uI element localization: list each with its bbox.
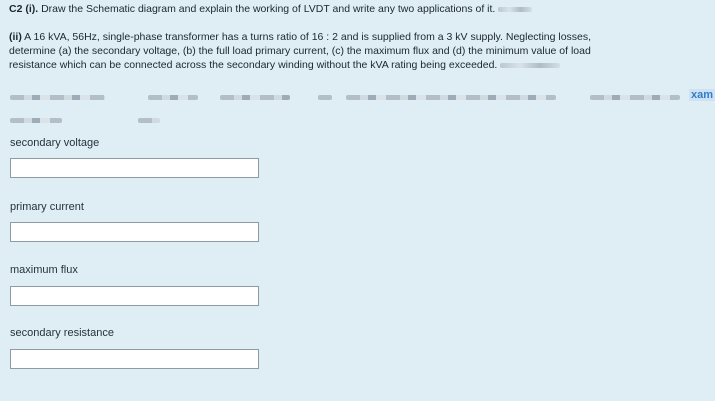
primary-current-input[interactable]	[10, 222, 259, 242]
question-part-i-label: C2 (i).	[9, 3, 39, 15]
question-line-3	[9, 44, 591, 58]
secondary-resistance-label: secondary resistance	[10, 327, 114, 339]
blurred-text	[138, 118, 160, 123]
maximum-flux-input[interactable]	[10, 286, 259, 306]
question-line-4	[9, 58, 560, 72]
answer-fields	[0, 132, 715, 401]
blurred-text	[220, 95, 290, 100]
blurred-text	[346, 95, 556, 100]
question-line-2	[9, 30, 591, 44]
blurred-text	[10, 118, 62, 123]
maximum-flux-label: maximum flux	[10, 264, 78, 276]
question-part-ii-text: A 16 kVA, 56Hz, single-phase transformer has a turns ratio of 16 : 2 and is supplied from a 3 kV supply. Neglecting losses,	[21, 31, 592, 43]
question-line-1	[9, 2, 532, 16]
blurred-text	[148, 95, 198, 100]
secondary-voltage-label: secondary voltage	[10, 137, 100, 149]
blurred-marks	[500, 63, 560, 68]
question-panel	[0, 0, 715, 132]
secondary-voltage-input[interactable]	[10, 158, 259, 178]
question-part-ii-label: (ii)	[9, 31, 22, 43]
blurred-text	[590, 95, 680, 100]
exam-tag: xam	[690, 89, 713, 101]
question-line-4-text: resistance which can be connected across the secondary winding without the kVA rating being exceeded.	[9, 59, 498, 71]
blurred-marks	[498, 7, 532, 12]
question-part-i-text: Draw the Schematic diagram and explain the working of LVDT and write any two applications of it.	[38, 3, 496, 15]
question-line-3-text: determine (a) the secondary voltage, (b) the full load primary current, (c) the maximum flux and (d) the minimum value of load	[9, 45, 591, 57]
blurred-text	[318, 95, 332, 100]
blurred-text	[10, 95, 105, 100]
secondary-resistance-input[interactable]	[10, 349, 259, 369]
primary-current-label: primary current	[10, 201, 84, 213]
